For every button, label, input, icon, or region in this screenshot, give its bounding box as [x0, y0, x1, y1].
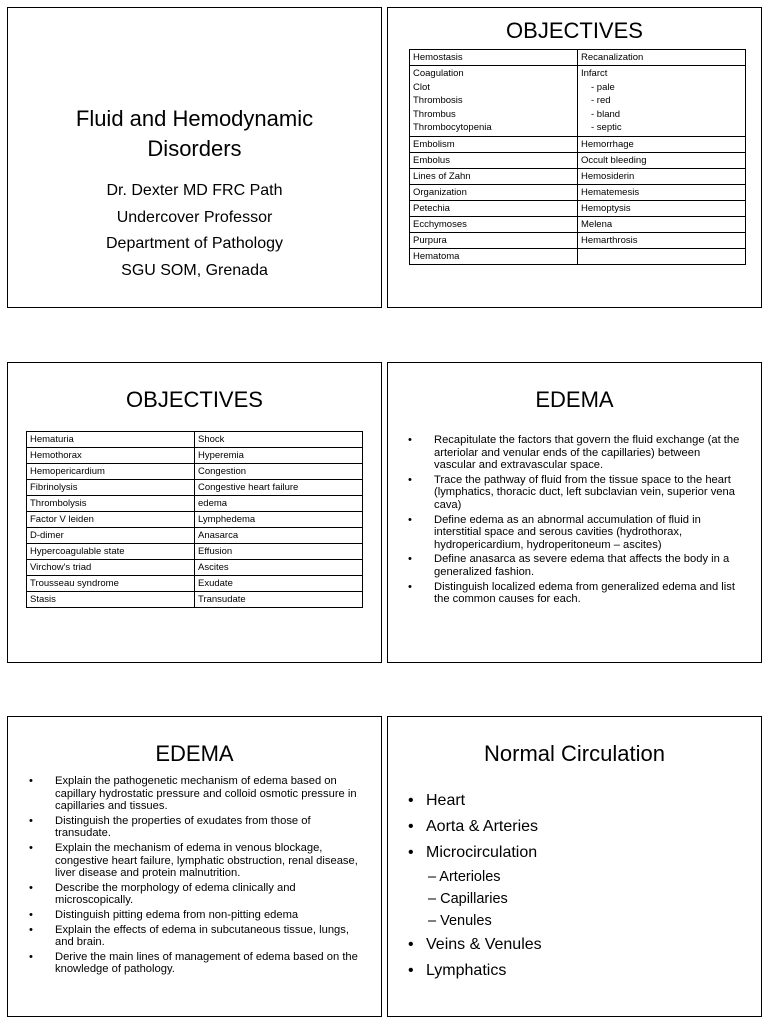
table-cell: Hemoptysis	[578, 200, 746, 216]
list-item: • Define anasarca as severe edema that affects the body in a generalized fashion.	[408, 553, 740, 578]
table-cell: Hemostasis	[410, 50, 578, 66]
table-cell: Congestion	[195, 464, 363, 480]
cell-line: - pale	[591, 81, 615, 93]
table-cell: Recanalization	[578, 50, 746, 66]
list-item: • Recapitulate the factors that govern the fluid exchange (at the arteriolar and venular ends of the capillaries) between vascular and extravascular space.	[408, 434, 740, 472]
list-item: • Heart	[408, 788, 738, 814]
table-row	[410, 248, 746, 264]
table-cell: Exudate	[195, 576, 363, 592]
list-item: • Trace the pathway of fluid from the tissue space to the heart (lymphatics, thoracic duct, left subclavian vein, superior vena cava)	[408, 474, 740, 512]
table-cell: Hematoma	[410, 248, 578, 264]
list-item: • Aorta & Arteries	[408, 814, 738, 840]
slide-title: OBJECTIVES	[126, 387, 263, 412]
bullet-list	[408, 434, 740, 608]
table-row	[27, 464, 363, 480]
table-cell: Shock	[195, 432, 363, 448]
title-slide	[7, 7, 382, 308]
cell-line: - red	[591, 95, 611, 106]
table-cell: Hemorrhage	[578, 136, 746, 152]
title-line-2: Disorders	[147, 136, 242, 161]
list-item: • Microcirculation	[408, 840, 738, 866]
list-item: • Explain the effects of edema in subcutaneous tissue, lungs, and brain.	[29, 924, 361, 949]
list-subitem: – Arterioles	[428, 869, 501, 885]
table-cell: Embolus	[410, 152, 578, 168]
table-cell: Lymphedema	[195, 512, 363, 528]
table-cell: Ascites	[195, 560, 363, 576]
objectives-table	[409, 49, 746, 265]
list-item: • Distinguish pitting edema from non-pitting edema	[29, 909, 361, 922]
table-cell: Virchow's triad	[27, 560, 195, 576]
table-cell: Hematuria	[27, 432, 195, 448]
table-cell: Hemopericardium	[27, 464, 195, 480]
title-line-1: Fluid and Hemodynamic	[75, 106, 314, 131]
table-cell: Hemothorax	[27, 448, 195, 464]
table-cell: Petechia	[410, 200, 578, 216]
table-cell-group	[410, 66, 578, 137]
table-cell: Transudate	[195, 592, 363, 608]
table-cell: Stasis	[27, 592, 195, 608]
table-row	[27, 432, 363, 448]
table-cell: Trousseau syndrome	[27, 576, 195, 592]
table-cell: Effusion	[195, 544, 363, 560]
table-row	[410, 136, 746, 152]
list-item: • Explain the mechanism of edema in venous blockage, congestive heart failure, lymphatic obstruction, renal disease, liver disease and protein malnutrition.	[29, 842, 361, 880]
list-item: • Describe the morphology of edema clinically and microscopically.	[29, 882, 361, 907]
slide-title: EDEMA	[535, 387, 614, 412]
table-cell	[578, 248, 746, 264]
table-cell: Fibrinolysis	[27, 480, 195, 496]
slide-title: EDEMA	[155, 741, 234, 766]
table-row	[410, 216, 746, 232]
cell-line: Clot	[413, 81, 430, 93]
table-cell: Lines of Zahn	[410, 168, 578, 184]
author-role: Undercover Professor	[116, 208, 273, 226]
table-row	[410, 200, 746, 216]
table-row	[410, 168, 746, 184]
table-cell: Purpura	[410, 232, 578, 248]
table-row	[27, 576, 363, 592]
table-row	[410, 184, 746, 200]
institution: SGU SOM, Grenada	[121, 261, 268, 279]
objectives-table	[26, 431, 363, 608]
table-row	[27, 544, 363, 560]
list-item: • Distinguish the properties of exudates from those of transudate.	[29, 815, 361, 840]
normal-circulation-slide	[387, 716, 762, 1017]
table-row	[410, 232, 746, 248]
table-cell: Thrombolysis	[27, 496, 195, 512]
table-row	[27, 560, 363, 576]
table-cell: Occult bleeding	[578, 152, 746, 168]
table-cell: Organization	[410, 184, 578, 200]
table-cell: Hypercoagulable state	[27, 544, 195, 560]
table-row	[410, 66, 746, 137]
cell-line: Infarct	[581, 68, 608, 79]
table-cell: Ecchymoses	[410, 216, 578, 232]
list-subitem: – Capillaries	[428, 891, 508, 907]
table-cell: Congestive heart failure	[195, 480, 363, 496]
cell-line: Thrombocytopenia	[413, 122, 492, 133]
edema-slide-2	[7, 716, 382, 1017]
table-row	[27, 592, 363, 608]
list-item: • Distinguish localized edema from generalized edema and list the common causes for each.	[408, 581, 740, 606]
table-row	[27, 512, 363, 528]
cell-line: Thrombosis	[413, 95, 463, 106]
department: Department of Pathology	[106, 235, 283, 252]
cell-line: - bland	[591, 108, 621, 120]
table-cell: Hemarthrosis	[578, 232, 746, 248]
list-item: • Veins & Venules	[408, 932, 738, 958]
table-cell: Hemosiderin	[578, 168, 746, 184]
table-row	[27, 496, 363, 512]
table-row	[27, 528, 363, 544]
list-item: • Lymphatics	[408, 958, 738, 984]
author-name: Dr. Dexter MD FRC Path	[106, 182, 283, 199]
table-cell: Anasarca	[195, 528, 363, 544]
slide-title	[8, 104, 381, 164]
objectives-slide-2	[7, 362, 382, 663]
list-subitem: – Venules	[428, 913, 492, 929]
table-row	[410, 50, 746, 66]
table-row	[410, 152, 746, 168]
cell-line: Coagulation	[413, 68, 464, 79]
edema-slide-1	[387, 362, 762, 663]
list-item: • Define edema as an abnormal accumulation of fluid in interstitial space and serous cavities (hydrothorax, hydropericardium, hydroperitoneum – ascites)	[408, 514, 740, 552]
slide-title: Normal Circulation	[484, 741, 665, 766]
table-row	[27, 480, 363, 496]
table-row	[27, 448, 363, 464]
bullet-list	[29, 775, 361, 978]
table-cell: edema	[195, 496, 363, 512]
table-cell: Hematemesis	[578, 184, 746, 200]
cell-line: Thrombus	[413, 108, 456, 120]
table-cell: Embolism	[410, 136, 578, 152]
cell-line: - septic	[591, 122, 622, 133]
slide-title: OBJECTIVES	[506, 18, 643, 43]
author-block	[8, 178, 381, 284]
table-cell: Melena	[578, 216, 746, 232]
table-cell: Factor V leiden	[27, 512, 195, 528]
bullet-list	[408, 788, 738, 984]
table-cell-group	[578, 66, 746, 137]
objectives-slide-1	[387, 7, 762, 308]
list-item: • Derive the main lines of management of edema based on the knowledge of pathology.	[29, 951, 361, 976]
list-item: • Explain the pathogenetic mechanism of edema based on capillary hydrostatic pressure and colloid osmotic pressure in capillaries and tissues.	[29, 775, 361, 813]
table-cell: D-dimer	[27, 528, 195, 544]
table-cell: Hyperemia	[195, 448, 363, 464]
